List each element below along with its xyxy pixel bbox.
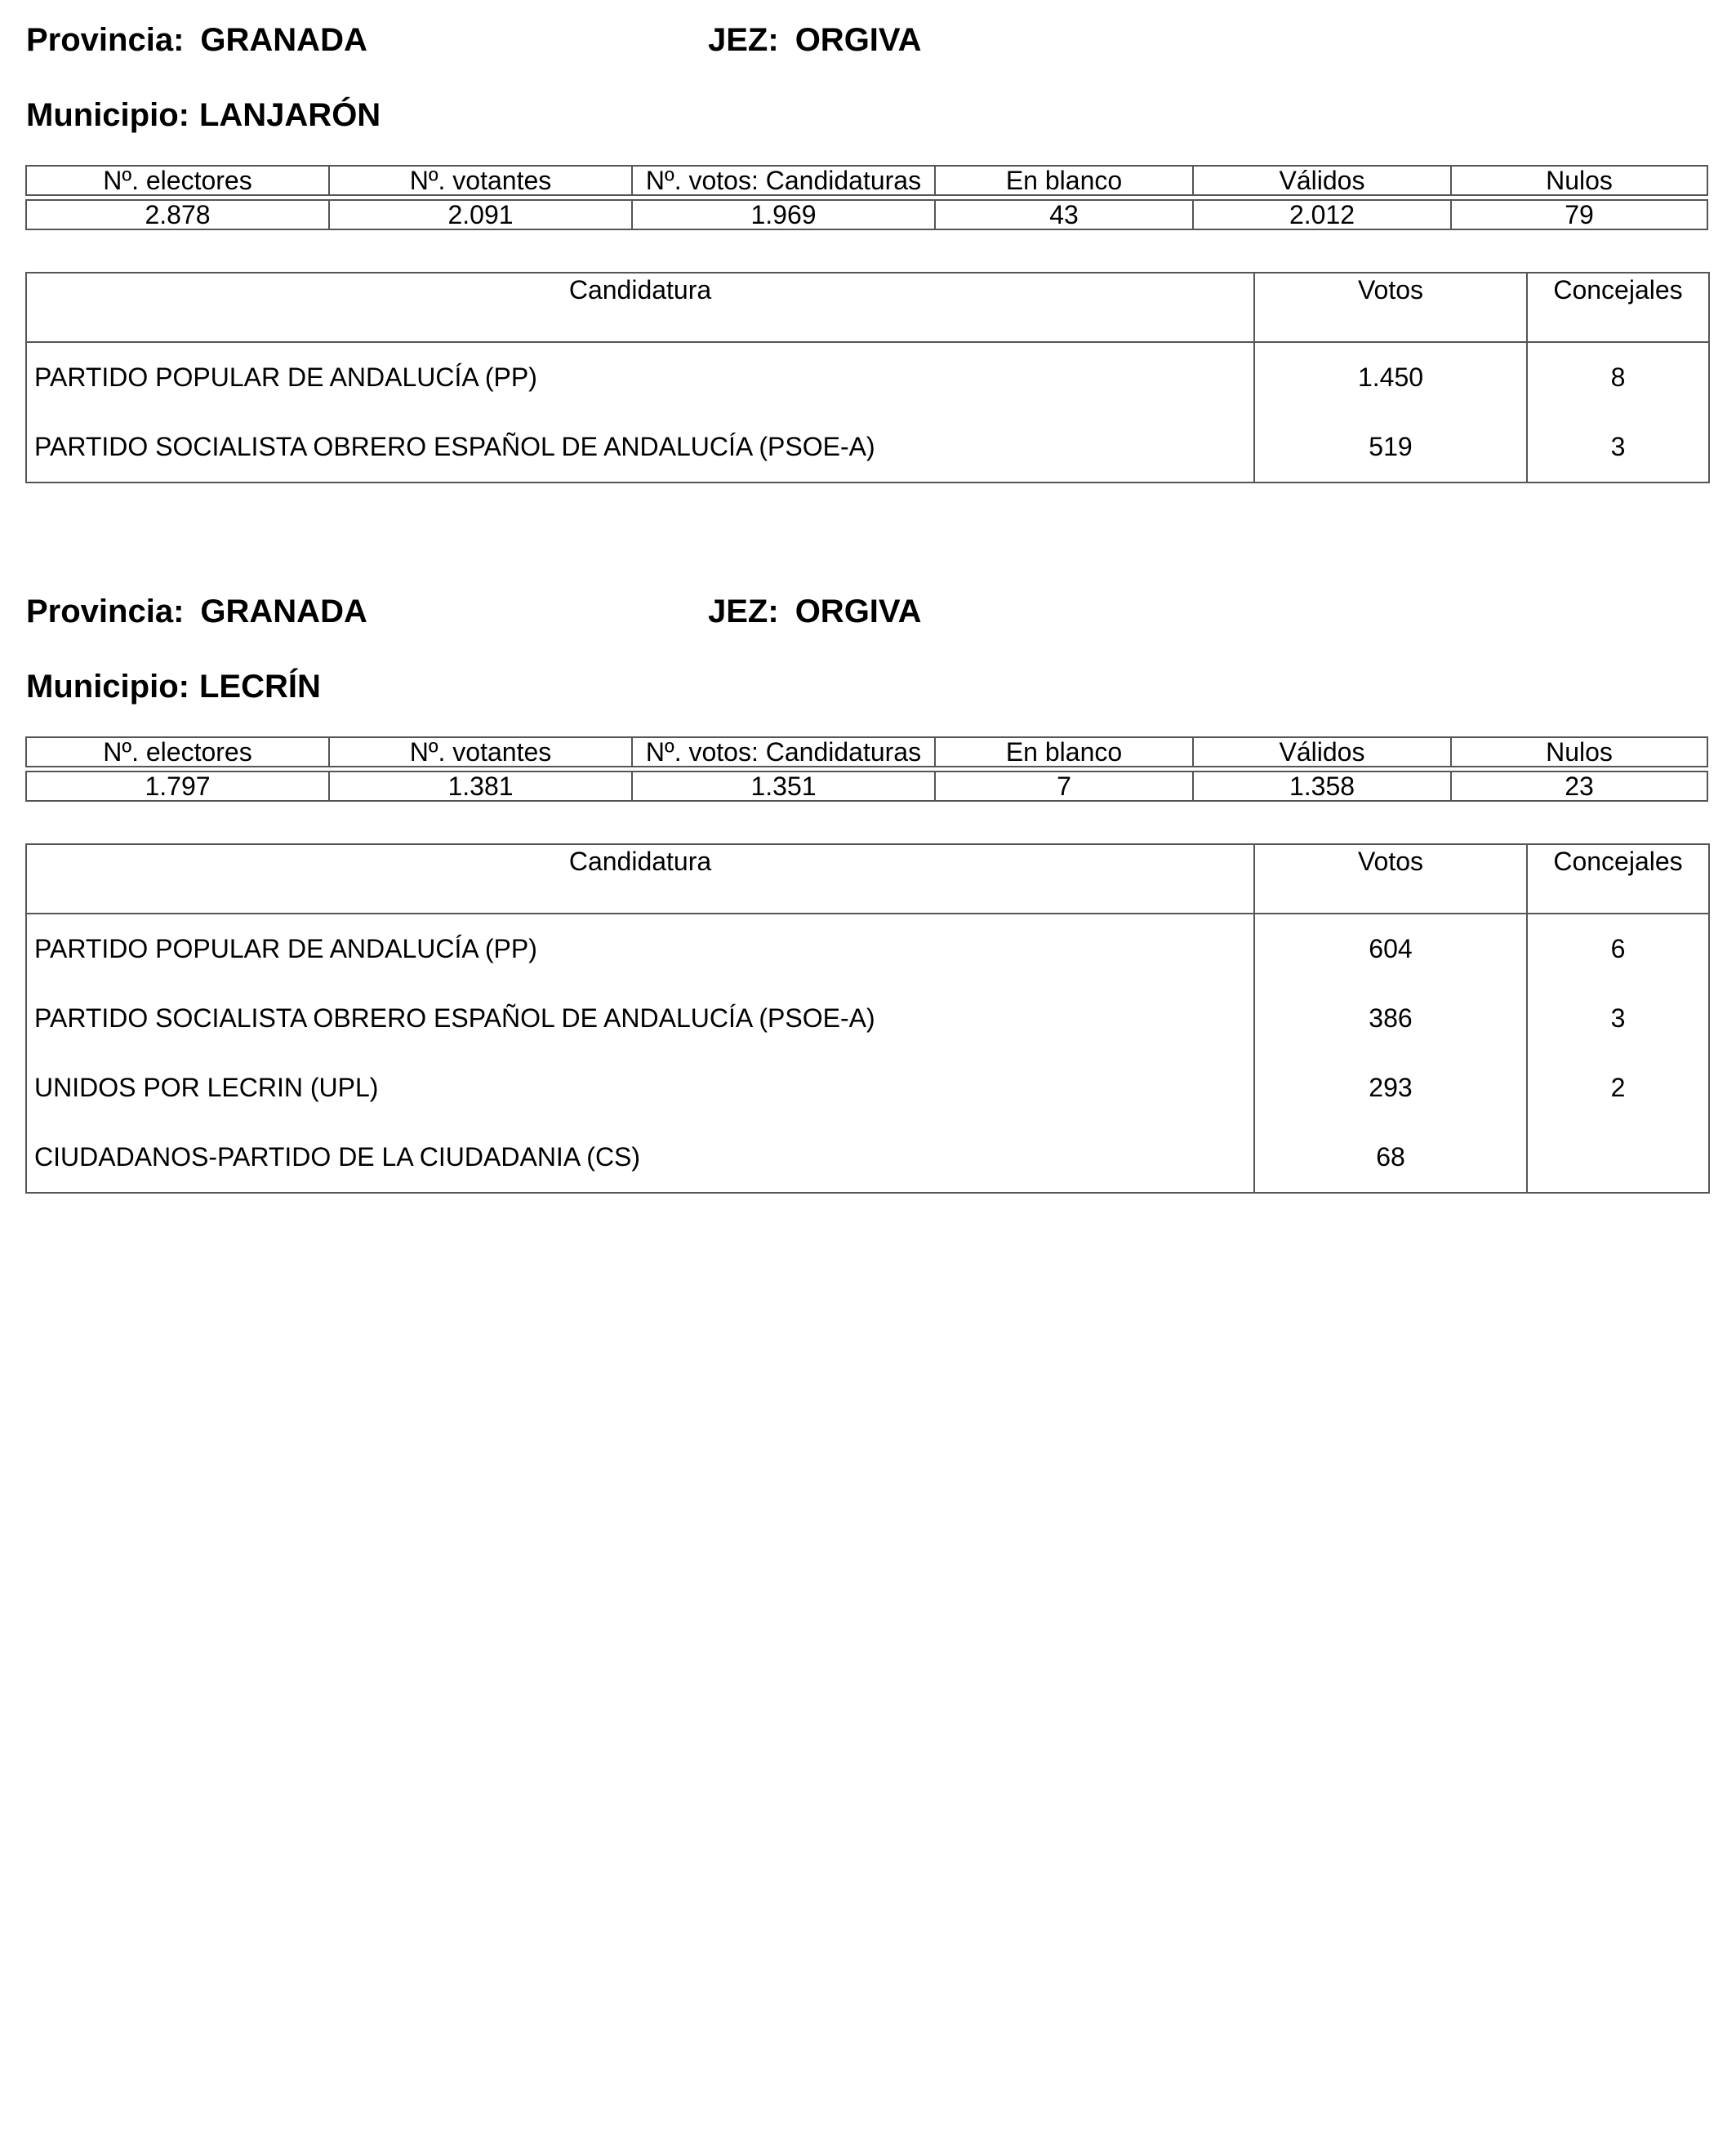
summary-value-nulos: 79 bbox=[1450, 199, 1708, 230]
summary-header-nulos: Nulos bbox=[1450, 736, 1708, 767]
candidates-header-concejales: Concejales bbox=[1527, 273, 1709, 342]
summary-header-electores: Nº. electores bbox=[25, 165, 328, 196]
candidates-header-candidatura: Candidatura bbox=[26, 844, 1254, 914]
candidate-row bbox=[26, 342, 1709, 412]
municipio-value: LECRÍN bbox=[198, 669, 321, 705]
candidates-header-votos: Votos bbox=[1254, 844, 1527, 914]
summary-header-votos-candidaturas: Nº. votos: Candidaturas bbox=[631, 736, 934, 767]
provincia-heading bbox=[26, 595, 367, 628]
candidates-table bbox=[25, 272, 1710, 483]
candidate-votos: 68 bbox=[1254, 1123, 1527, 1193]
jez-label: JEZ: bbox=[708, 594, 779, 629]
provincia-label: Provincia: bbox=[26, 22, 185, 58]
summary-header-validos: Válidos bbox=[1192, 736, 1450, 767]
summary-header-votos-candidaturas: Nº. votos: Candidaturas bbox=[631, 165, 934, 196]
summary-value-votos-candidaturas: 1.351 bbox=[631, 771, 934, 802]
summary-value-votantes: 1.381 bbox=[328, 771, 631, 802]
candidate-votos: 293 bbox=[1254, 1053, 1527, 1123]
summary-header-validos: Válidos bbox=[1192, 165, 1450, 196]
summary-value-electores: 2.878 bbox=[25, 199, 328, 230]
candidate-concejales: 6 bbox=[1527, 914, 1709, 984]
summary-table bbox=[25, 736, 1708, 802]
candidate-concejales: 2 bbox=[1527, 1053, 1709, 1123]
summary-value-validos: 2.012 bbox=[1192, 199, 1450, 230]
jez-label: JEZ: bbox=[708, 22, 779, 58]
summary-value-validos: 1.358 bbox=[1192, 771, 1450, 802]
candidate-name: CIUDADANOS-PARTIDO DE LA CIUDADANIA (CS) bbox=[34, 1142, 641, 1172]
summary-header-nulos: Nulos bbox=[1450, 165, 1708, 196]
candidate-concejales: 3 bbox=[1527, 412, 1709, 482]
candidates-header-row bbox=[26, 273, 1709, 342]
candidate-name: UNIDOS POR LECRIN (UPL) bbox=[34, 1073, 379, 1102]
candidate-row bbox=[26, 914, 1709, 984]
candidate-row bbox=[26, 984, 1709, 1053]
candidate-name: PARTIDO SOCIALISTA OBRERO ESPAÑOL DE ANDALUCÍA (PSOE-A) bbox=[34, 432, 875, 461]
candidates-header-concejales: Concejales bbox=[1527, 844, 1709, 914]
jez-value: ORGIVA bbox=[795, 594, 922, 629]
summary-header-row bbox=[25, 736, 1708, 767]
summary-header-votantes: Nº. votantes bbox=[328, 736, 631, 767]
provincia-label: Provincia: bbox=[26, 594, 185, 629]
summary-value-row bbox=[25, 199, 1708, 230]
municipio-label: Municipio: bbox=[26, 97, 189, 133]
summary-header-votantes: Nº. votantes bbox=[328, 165, 631, 196]
summary-value-votantes: 2.091 bbox=[328, 199, 631, 230]
candidate-row bbox=[26, 1123, 1709, 1193]
candidate-name: PARTIDO POPULAR DE ANDALUCÍA (PP) bbox=[34, 934, 537, 963]
candidate-name: PARTIDO SOCIALISTA OBRERO ESPAÑOL DE ANDALUCÍA (PSOE-A) bbox=[34, 1003, 875, 1033]
candidate-votos: 386 bbox=[1254, 984, 1527, 1053]
candidate-row bbox=[26, 1053, 1709, 1123]
summary-value-en-blanco: 7 bbox=[934, 771, 1192, 802]
municipio-value: LANJARÓN bbox=[198, 97, 381, 133]
summary-value-en-blanco: 43 bbox=[934, 199, 1192, 230]
candidates-header-row bbox=[26, 844, 1709, 914]
candidate-votos: 519 bbox=[1254, 412, 1527, 482]
provincia-value: GRANADA bbox=[200, 594, 367, 629]
candidates-table bbox=[25, 843, 1710, 1194]
jez-value: ORGIVA bbox=[795, 22, 922, 58]
candidates-header-candidatura: Candidatura bbox=[26, 273, 1254, 342]
candidate-votos: 604 bbox=[1254, 914, 1527, 984]
summary-header-electores: Nº. electores bbox=[25, 736, 328, 767]
summary-value-nulos: 23 bbox=[1450, 771, 1708, 802]
candidate-concejales: 3 bbox=[1527, 984, 1709, 1053]
provincia-heading bbox=[26, 24, 367, 56]
candidate-votos: 1.450 bbox=[1254, 342, 1527, 412]
candidate-concejales: 8 bbox=[1527, 342, 1709, 412]
summary-value-row bbox=[25, 771, 1708, 802]
municipio-label: Municipio: bbox=[26, 669, 189, 705]
jez-heading bbox=[708, 595, 922, 628]
summary-header-en-blanco: En blanco bbox=[934, 165, 1192, 196]
candidate-name: PARTIDO POPULAR DE ANDALUCÍA (PP) bbox=[34, 362, 537, 392]
summary-header-en-blanco: En blanco bbox=[934, 736, 1192, 767]
summary-table bbox=[25, 165, 1708, 230]
municipio-heading bbox=[26, 670, 321, 703]
candidates-header-votos: Votos bbox=[1254, 273, 1527, 342]
summary-value-votos-candidaturas: 1.969 bbox=[631, 199, 934, 230]
jez-heading bbox=[708, 24, 922, 56]
summary-header-row bbox=[25, 165, 1708, 196]
candidate-row bbox=[26, 412, 1709, 482]
municipio-heading bbox=[26, 99, 381, 131]
candidate-concejales bbox=[1527, 1123, 1709, 1193]
summary-value-electores: 1.797 bbox=[25, 771, 328, 802]
provincia-value: GRANADA bbox=[200, 22, 367, 58]
